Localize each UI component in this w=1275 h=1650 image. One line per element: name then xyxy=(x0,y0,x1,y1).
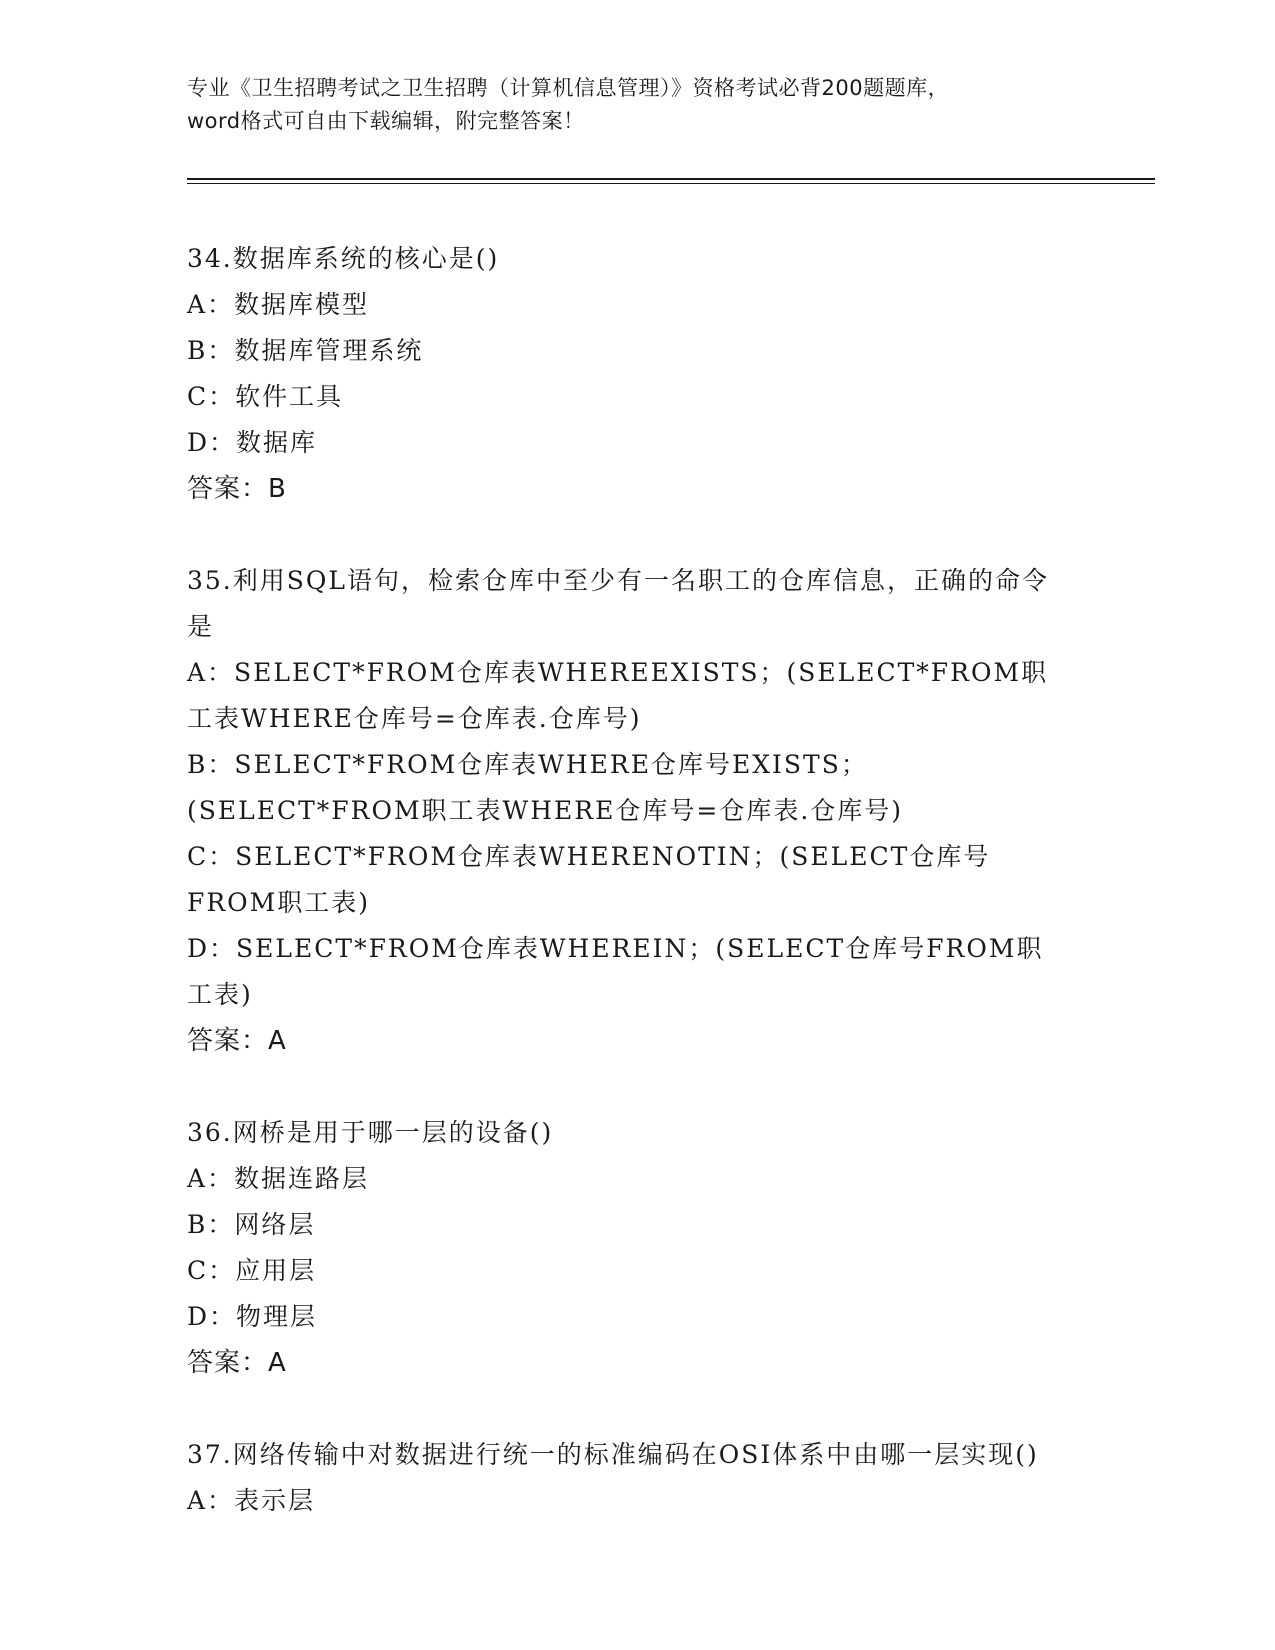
question-stem: 37.网络传输中对数据进行统一的标准编码在OSI体系中由哪一层实现() xyxy=(187,1440,1039,1469)
option-b: B：网络层 xyxy=(187,1210,316,1239)
header-line-1: 专业《卫生招聘考试之卫生招聘（计算机信息管理）》资格考试必背200题题库， xyxy=(187,76,950,100)
question-35 xyxy=(187,558,1067,1064)
document-header xyxy=(187,72,1087,138)
option-a: A：数据库模型 xyxy=(187,290,370,319)
question-34 xyxy=(187,236,1067,512)
question-37 xyxy=(187,1432,1067,1524)
header-divider-top xyxy=(187,178,1155,180)
answer-label: 答案：A xyxy=(187,1026,287,1056)
option-b: B：数据库管理系统 xyxy=(187,336,424,365)
answer-label: 答案：B xyxy=(187,474,287,504)
question-stem: 36.网桥是用于哪一层的设备() xyxy=(187,1118,554,1147)
header-line-2: word格式可自由下载编辑，附完整答案！ xyxy=(187,109,585,133)
option-a: A：表示层 xyxy=(187,1486,316,1515)
option-c: C：软件工具 xyxy=(187,382,344,411)
question-36 xyxy=(187,1110,1067,1386)
option-d: D：物理层 xyxy=(187,1302,318,1331)
option-d: D：SELECT*FROM仓库表WHEREIN；(SELECT仓库号FROM职工表) xyxy=(187,934,1044,1009)
option-c: C：SELECT*FROM仓库表WHERENOTIN；(SELECT仓库号FROM职工表) xyxy=(187,842,991,917)
header-divider-bottom xyxy=(187,183,1155,184)
option-d: D：数据库 xyxy=(187,428,318,457)
question-stem: 35.利用SQL语句，检索仓库中至少有一名职工的仓库信息，正确的命令是 xyxy=(187,566,1049,641)
option-c: C：应用层 xyxy=(187,1256,317,1285)
answer-label: 答案：A xyxy=(187,1348,287,1378)
option-a: A：数据连路层 xyxy=(187,1164,370,1193)
option-a: A：SELECT*FROM仓库表WHEREEXISTS；(SELECT*FROM职工表WHERE仓库号=仓库表.仓库号) xyxy=(187,658,1049,733)
option-b: B：SELECT*FROM仓库表WHERE仓库号EXISTS；(SELECT*FROM职工表WHERE仓库号=仓库表.仓库号) xyxy=(187,750,904,825)
question-list xyxy=(187,236,1067,1570)
question-stem: 34.数据库系统的核心是() xyxy=(187,244,500,273)
